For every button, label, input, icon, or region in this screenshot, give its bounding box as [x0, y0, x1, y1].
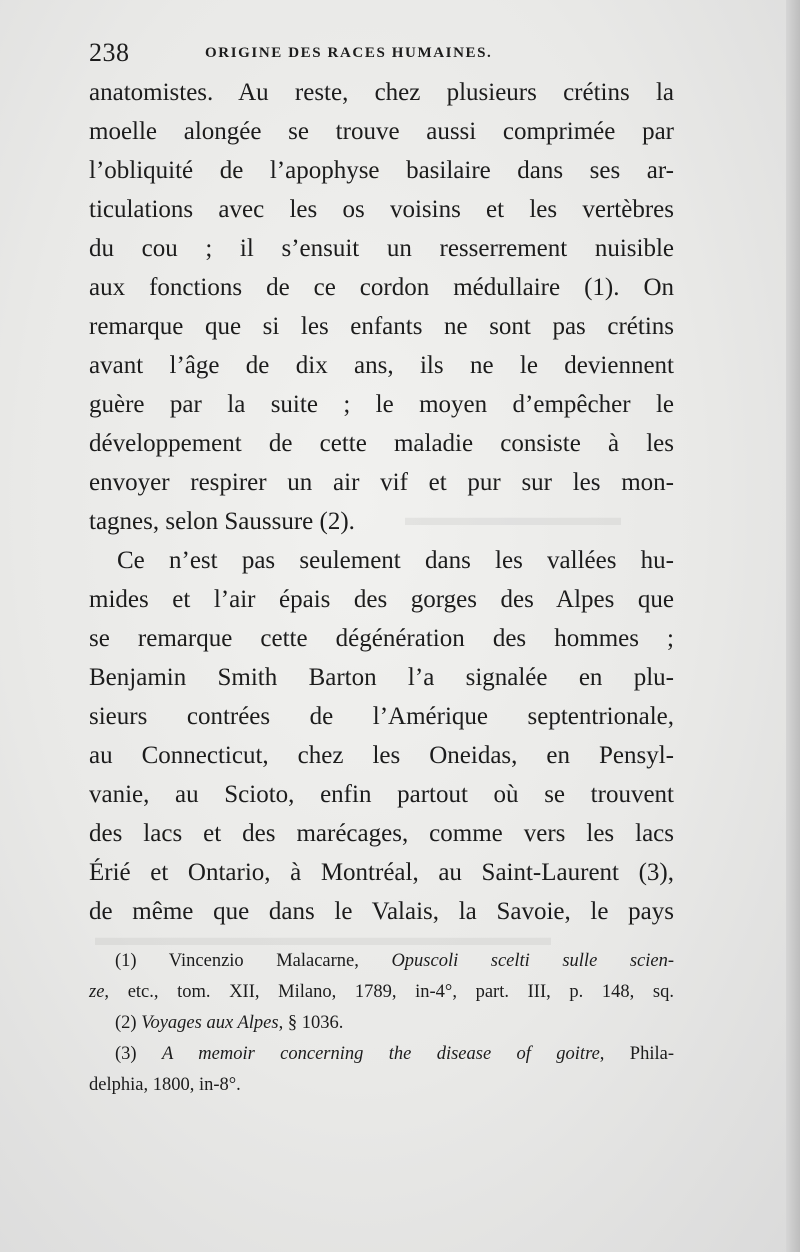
footnote-text: , Phila-: [599, 1044, 674, 1064]
footnote-title: ze: [89, 982, 105, 1002]
page-header: [89, 38, 669, 68]
footnote-text: , etc., tom. XII, Milano, 1789, in-4°, part. III, p. 148, sq.: [104, 982, 674, 1002]
footnote-text: (1) Vincenzio Malacarne,: [115, 951, 392, 971]
footnote-3: [89, 1039, 674, 1070]
text-line: envoyer respirer un air vif et pur sur les mon-: [89, 469, 674, 496]
text-line: anatomistes. Au reste, chez plusieurs crétins la: [89, 79, 674, 106]
footnote-2: [89, 1008, 674, 1039]
text-line: Érié et Ontario, à Montréal, au Saint-Laurent (3),: [89, 859, 674, 886]
footnotes: [89, 946, 674, 1101]
text-line: développement de cette maladie consiste à les: [89, 430, 674, 457]
text-line: ticulations avec les os voisins et les vertèbres: [89, 196, 674, 223]
text-line: se remarque cette dégénération des hommes ;: [89, 625, 674, 652]
text-line: au Connecticut, chez les Oneidas, en Pensyl-: [89, 742, 674, 769]
text-line: remarque que si les enfants ne sont pas crétins: [89, 313, 674, 340]
page-edge-shadow: [786, 0, 800, 1252]
text-line: guère par la suite ; le moyen d’empêcher le: [89, 391, 674, 418]
text-line: du cou ; il s’ensuit un resserrement nuisible: [89, 235, 674, 262]
running-title: ORIGINE DES RACES HUMAINES.: [205, 45, 493, 61]
bleed-through-mark: ▬▬▬▬▬▬▬▬▬: [405, 505, 621, 531]
text-line: Benjamin Smith Barton l’a signalée en plu-: [89, 664, 674, 691]
footnote-title: Voyages aux Alpes: [141, 1013, 279, 1033]
text-line: l’obliquité de l’apophyse basilaire dans ses ar-: [89, 157, 674, 184]
text-line: Ce n’est pas seulement dans les vallées hu-: [117, 547, 674, 574]
text-line: tagnes, selon Saussure (2).: [89, 508, 355, 535]
footnote-title: A memoir concerning the disease of goitre: [161, 1044, 600, 1064]
text-line: aux fonctions de ce cordon médullaire (1). On: [89, 274, 674, 301]
footnote-3-continued: delphia, 1800, in-8°.: [89, 1075, 241, 1095]
footnote-text: (3): [115, 1044, 162, 1064]
text-line: vanie, au Scioto, enfin partout où se trouvent: [89, 781, 674, 808]
footnote-text: , § 1036.: [278, 1013, 344, 1033]
footnote-title: Opuscoli scelti sulle scien-: [391, 951, 674, 971]
footnote-1-continued: [89, 977, 674, 1008]
text-line: mides et l’air épais des gorges des Alpes que: [89, 586, 674, 613]
text-line: moelle alongée se trouve aussi comprimée par: [89, 118, 674, 145]
footnote-text: (2): [115, 1013, 142, 1033]
text-line: sieurs contrées de l’Amérique septentrionale,: [89, 703, 674, 730]
page-number: 238: [89, 38, 130, 67]
text-line: des lacs et des marécages, comme vers les lacs: [89, 820, 674, 847]
text-line: de même que dans le Valais, la Savoie, le pays: [89, 898, 674, 925]
footnote-1: [89, 946, 674, 977]
bleed-through-mark: ▬▬▬▬▬▬▬▬▬▬▬▬▬▬▬▬▬▬▬: [95, 925, 551, 951]
main-text-block: [89, 73, 674, 931]
text-line: avant l’âge de dix ans, ils ne le deviennent: [89, 352, 674, 379]
